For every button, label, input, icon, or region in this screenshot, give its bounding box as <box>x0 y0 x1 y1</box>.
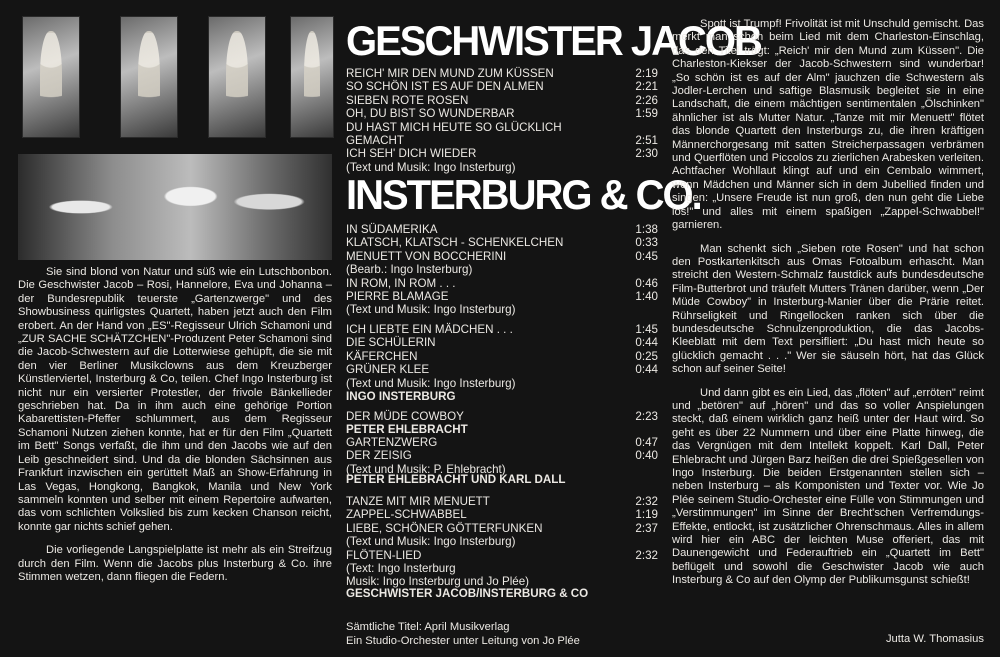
track-title: DIE SCHÜLERIN <box>346 336 436 350</box>
track-duration: 2:32 <box>635 495 658 508</box>
track-title: Musik: Ingo Insterburg und Jo Plée) <box>346 575 530 589</box>
liner-paragraph-3: Und dann gibt es ein Lied, das „flöten" auf „erröten" reimt und „betören" auf „hören" und das so voller Anspielungen steckt, daß einem wirklich ganz heiß unter der Haut wird. So geht es über 22 Nummern und über eine Platte hinweg, die das Vergnügen mit dem Intellekt koppelt. Karl Dall, Peter Ehlebracht und Jürgen Barz heißen die drei Spießgesellen von Ingo Insterburg. Die beiden Erstgenannten stellen sich – neben Insterburg – als Komponisten und Texter vor. Wie Jo Plée seinem Studio-Orchester eine Fülle von Stimmungen und „Verstimmungen" im Sinne der Brecht'schen Verfremdungs-Effekte, entlockt, ist zusätzlicher Ohrenschmaus. Alles in allem wird hier ein ABC der leichten Muse offeriert, das mit Daunengewicht und Federauftrieb ein „Quartett im Bett" beflügelt und sowohl die Geschwister Jacob wie auch Insterburg & Co auf den Olymp der Publikumsgunst schießt! <box>672 386 984 587</box>
tracklist-ehlebracht <box>346 436 658 476</box>
photo-singer-3 <box>208 16 266 138</box>
track-row <box>346 121 658 134</box>
track-row <box>346 377 658 390</box>
band-title-geschwister-jacob: GESCHWISTER JACOB <box>346 18 761 65</box>
track-row <box>346 263 658 276</box>
track-title: ZAPPEL-SCHWABBEL <box>346 508 467 522</box>
tracklist-final <box>346 495 658 589</box>
liner-paragraph-1: Spott ist Trumpf! Frivolität ist mit Unschuld gemischt. Das merkt man schon beim Lied mit dem Charleston-Einschlag, das den Titel trägt: „Reich' mir den Mund zum Küssen". Die Charleston-Kiekser der Jacob-Schwestern sind wunderbar! „So schön ist es auf der Alm" jauchzen die Schwestern als Jodler-Lerchen und saftige Blasmusik begleitet sie in eine Landschaft, die einem mächtigen sentimentalen „Ölschinken" ähnlicher ist als Mutter Natur. „Tanze mit mir Menuett" flötet das blonde Quartett den Insterburgs zu, die ihren kräftigen Männerchorgesang mit satten Streicherpassagen verbrämen und Querflöten und Piccolos zu zierlichen Arabesken verleiten. Achtfacher Wohllaut klingt auf und ein Cembalo wimmert, wenn Mädchen und Männer sich in dem Jubellied finden und singen: „Unsere Freude ist nun groß, den nun geht die Liebe los!" und alles mit einem spaßigen „Zappel-Schwabbel!" garnieren. <box>672 18 984 232</box>
track-title: DER ZEISIG <box>346 449 412 463</box>
track-row <box>346 336 658 349</box>
track-title: LIEBE, SCHÖNER GÖTTERFUNKEN <box>346 521 543 535</box>
credit-ehlebracht-dall: PETER EHLEBRACHT UND KARL DALL <box>346 473 566 486</box>
track-title: ICH LIEBTE EIN MÄDCHEN . . . <box>346 323 513 336</box>
track-duration: 1:59 <box>635 107 658 121</box>
track-row <box>346 436 658 449</box>
track-duration: 2:21 <box>635 80 658 94</box>
track-row <box>346 449 658 462</box>
track-duration <box>618 121 658 134</box>
footer-orchestra: Ein Studio-Orchester unter Leitung von Jo Plée <box>346 635 580 647</box>
intro-text <box>18 266 332 584</box>
track-title: REICH' MIR DEN MUND ZUM KÜSSEN <box>346 67 554 80</box>
track-title: MENUETT VON BOCCHERINI <box>346 249 507 263</box>
track-duration <box>618 263 658 276</box>
track-duration <box>618 535 658 548</box>
track-title: ICH SEH' DICH WIEDER <box>346 147 477 161</box>
track-duration: 0:44 <box>635 363 658 377</box>
track-row <box>346 350 658 363</box>
track-duration: 0:40 <box>635 449 658 463</box>
track-row <box>346 549 658 562</box>
credit-peter-ehlebracht: PETER EHLEBRACHT <box>346 423 468 436</box>
track-row <box>346 107 658 120</box>
track-title: (Text und Musik: Ingo Insterburg) <box>346 535 516 549</box>
track-duration: 0:46 <box>635 276 658 290</box>
track-duration <box>618 562 658 575</box>
track-title: OH, DU BIST SO WUNDERBAR <box>346 107 515 121</box>
track-duration: 0:44 <box>635 336 658 350</box>
track-duration <box>618 303 658 316</box>
track-row <box>346 80 658 93</box>
tracklist-insterburg-2 <box>346 323 658 390</box>
track-row <box>346 410 658 423</box>
track-duration: 1:38 <box>635 223 658 236</box>
tracklist-insterburg <box>346 223 658 317</box>
track-title: GARTENZWERG <box>346 436 438 449</box>
track-row <box>346 522 658 535</box>
track-duration: 1:45 <box>635 323 658 336</box>
intro-paragraph-2: Die vorliegende Langspielplatte ist mehr als ein Streifzug durch den Film. Wenn die Jacobs plus Insterburg & Co. ihre Stimmen wetzen, dann fliegen die Federn. <box>18 544 332 583</box>
track-duration: 0:33 <box>635 236 658 250</box>
photo-singer-2 <box>120 16 178 138</box>
photo-singer-4 <box>290 16 334 138</box>
track-title: (Text und Musik: Ingo Insterburg) <box>346 303 516 317</box>
track-title: GEMACHT <box>346 134 404 148</box>
track-title: PIERRE BLAMAGE <box>346 290 449 304</box>
track-title: SO SCHÖN IST ES AUF DEN ALMEN <box>346 80 544 94</box>
tracklist-geschwister-jacob <box>346 67 658 174</box>
film-still-photo <box>18 154 332 260</box>
track-row <box>346 277 658 290</box>
track-title: SIEBEN ROTE ROSEN <box>346 93 469 107</box>
track-title: (Text: Ingo Insterburg <box>346 562 456 576</box>
track-row <box>346 508 658 521</box>
liner-notes <box>672 18 984 588</box>
track-row <box>346 223 658 236</box>
footer-credits <box>346 620 580 648</box>
track-duration: 1:19 <box>635 508 658 522</box>
track-title: IN ROM, IN ROM . . . <box>346 276 456 290</box>
track-row <box>346 495 658 508</box>
track-duration <box>618 377 658 390</box>
track-duration: 2:23 <box>635 410 658 423</box>
track-row <box>346 363 658 376</box>
photo-singer-1 <box>22 16 80 138</box>
track-duration: 2:32 <box>635 548 658 562</box>
track-row <box>346 535 658 548</box>
track-title: (Text und Musik: Ingo Insterburg) <box>346 376 516 390</box>
track-duration: 0:25 <box>635 349 658 363</box>
liner-paragraph-2: Man schenkt sich „Sieben rote Rosen" und hat schon den Postkartenkitsch aus Omas Fotoalbum erhascht. Man streicht den Western-Schmalz faustdick aufs bundesdeutsche Film-Butterbrot und träufelt Mutters Tränen darüber, wenn „Der Müde Cowboy" in Insterburg-Manier über die Prärie reitet. Rührseligkeit und Ringellocken ranken sich über die bundesdeutsche Schnulzenproduktion, die das Jacobs-Kleeblatt mit dem Text persifliert: „Du hast mich heute so glücklich gemacht . . ." Wer sie säuseln hört, hat das Glück schon auf seiner Seite! <box>672 242 984 376</box>
track-duration: 0:45 <box>635 249 658 263</box>
author-signature: Jutta W. Thomasius <box>885 633 984 645</box>
track-title: DER MÜDE COWBOY <box>346 410 464 423</box>
track-title: DU HAST MICH HEUTE SO GLÜCKLICH <box>346 120 562 134</box>
track-duration: 2:30 <box>635 147 658 161</box>
track-row <box>346 290 658 303</box>
track-duration: 2:19 <box>635 67 658 80</box>
track-row <box>346 562 658 575</box>
track-duration: 2:51 <box>635 134 658 148</box>
track-row <box>346 236 658 249</box>
track-title: TANZE MIT MIR MENUETT <box>346 495 490 508</box>
credit-ingo-insterburg: INGO INSTERBURG <box>346 390 456 403</box>
track-title: (Text und Musik: P. Ehlebracht) <box>346 462 506 476</box>
track-row <box>346 94 658 107</box>
track-row <box>346 67 658 80</box>
track-title: (Text und Musik: Ingo Insterburg) <box>346 160 516 174</box>
track-row <box>346 323 658 336</box>
track-title: (Bearb.: Ingo Insterburg) <box>346 263 473 277</box>
track-row <box>346 303 658 316</box>
track-row <box>346 134 658 147</box>
track-title: IN SÜDAMERIKA <box>346 223 438 236</box>
track-row <box>346 250 658 263</box>
track-duration: 2:26 <box>635 93 658 107</box>
footer-publisher: Sämtliche Titel: April Musikverlag <box>346 621 510 633</box>
tracklist-cowboy <box>346 410 658 423</box>
band-title-insterburg: INSTERBURG & CO. <box>346 172 701 219</box>
track-title: GRÜNER KLEE <box>346 363 430 377</box>
track-duration: 0:47 <box>635 436 658 449</box>
track-duration: 2:37 <box>635 521 658 535</box>
credit-jacob-insterburg: GESCHWISTER JACOB/INSTERBURG & CO <box>346 587 589 600</box>
track-title: FLÖTEN-LIED <box>346 548 422 562</box>
track-duration: 1:40 <box>635 290 658 304</box>
track-row <box>346 147 658 160</box>
track-title: KÄFERCHEN <box>346 349 418 363</box>
track-title: KLATSCH, KLATSCH - SCHENKELCHEN <box>346 236 564 250</box>
intro-paragraph-1: Sie sind blond von Natur und süß wie ein Lutschbonbon. Die Geschwister Jacob – Rosi, Hannelore, Eva und Johanna – der Bundesrepublik teuerste „Gartenzwerge" und des Showbusiness quirligstes Quartett, haben jetzt auch den Film erobert. An der Hand von „ES"-Regisseur Ulrich Schamoni und „ZUR SACHE SCHÄTZCHEN"-Produzent Peter Schamoni sind die Jacob-Schwestern auf die Lotterwiese gehüpft, die sie mit den vier Berliner Musikclowns aus dem Kreuzberger Künstlerviertel, Insterburg & Co, teilen. Chef Ingo Insterburg ist nicht nur ein versierter Protestler, der frivole Bänkellieder geschrieben hat. Da in ihm auch eine gehörige Portion Kabarettisten-Pfeffer schlummert, aus dem Regisseur Schamoni Nutzen ziehen konnte, hat er für den Film „Quartett im Bett" Songs verfaßt, die ihm und den Jacobs wie auf den Leib geschneidert sind. Und da die blonden Sächsinnen aus Frankfurt inzwischen ein gerüttelt Maß an Show-Erfahrung in Las Vegas, Hongkong, Bangkok, Manila und New York sammeln konnten und selber mit einem Repertoire aufwarten, das vom schlichten Volkslied bis zum kecken Chanson reicht, konnte gar nichts schief gehen. <box>18 266 332 533</box>
